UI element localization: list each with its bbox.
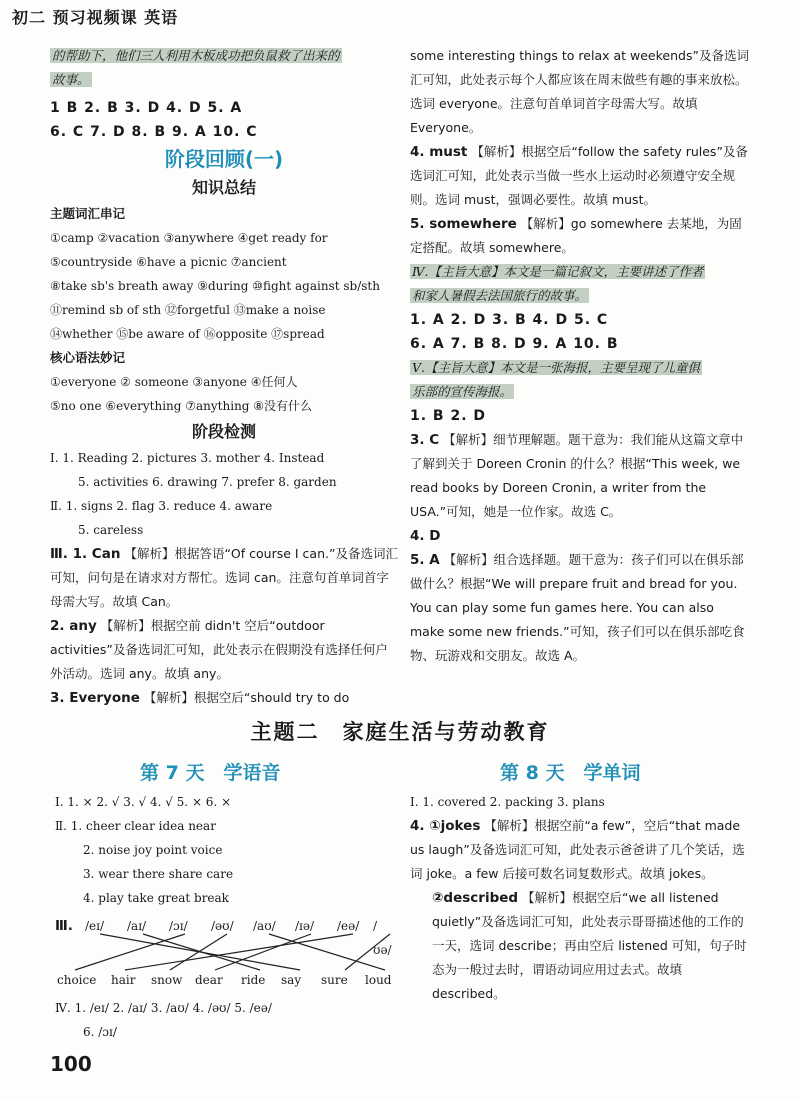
intro-line-1: 的帮助下，他们三人利用木板成功把负鼠救了出来的 [52,48,340,63]
matching-lines [55,910,400,990]
grammar-line: ⑤no one ⑥everything ⑦anything ⑧没有什么 [50,399,313,413]
vocab-line: ⑭whether ⑮be aware of ⑯opposite ⑰spread [50,327,325,341]
q3-1 [50,542,398,614]
ipa-item: /ɔɪ/ [169,919,188,933]
day7-row: 4. play take great break [83,891,229,905]
review-title: 阶段回顾(一) [164,147,284,171]
q4 [410,140,752,212]
knowledge-title: 知识总结 [191,178,256,197]
grammar-line: ①everyone ② someone ③anyone ④任何人 [50,375,298,389]
word-item: loud [365,973,392,987]
v3 [410,428,752,524]
day8-q4-analysis: 【解析】根据空前“a few”，空后“that made us laugh”及备选词汇可知，此处表示爸爸讲了几个笑话，选词 joke。a few 后接可数名词复数形式。故填 jokes。 [410,818,745,881]
word-item: snow [151,973,183,987]
iv-main-line: Ⅳ.【主旨大意】本文是一篇记叙文，主要讲述了作者 [412,264,704,279]
v5 [410,548,752,668]
q3-3-answer: 3. Everyone [50,690,140,706]
test-line: Ⅱ. 1. signs 2. flag 3. reduce 4. aware [50,499,273,513]
grammar-label: 核心语法妙记 [50,350,126,365]
q3-3 [50,686,398,710]
test-line: 5. activities 6. drawing 7. prefer 8. garden [78,475,337,489]
v4-answer: 4. D [410,528,441,544]
day7-row: 3. wear there share care [83,867,234,881]
ipa-item: /aɪ/ [127,919,147,933]
word-item: say [281,973,302,987]
intro-line-2: 故事。 [52,72,90,87]
page-header [0,0,800,34]
q4-analysis: 【解析】根据空后“follow the safety rules”及备选词汇可知，此处表示当做一些水上运动时必须遵守安全规则。选词 must，强调必要性。故填 must。 [410,144,748,207]
page-number: 100 [50,1052,92,1076]
test-line: Ⅰ. 1. Reading 2. pictures 3. mother 4. Instead [50,451,325,465]
iv-main-line: 和家人暑假去法国旅行的故事。 [412,288,588,303]
ipa-item: /aʊ/ [253,919,276,933]
q5 [410,212,752,260]
word-item: ride [241,973,266,987]
word-item: dear [195,973,223,987]
v-main-line: Ⅴ.【主旨大意】本文是一张海报，主要呈现了儿童俱 [412,360,701,375]
q3-2-answer: 2. any [50,618,97,634]
q5-analysis: 【解析】go somewhere 去某地，为固定搭配。故填 somewhere。 [410,216,742,255]
day8-content [410,790,752,1006]
day8-line1: Ⅰ. 1. covered 2. packing 3. plans [410,795,605,809]
answers-a: 1 B 2. B 3. D 4. D 5. A [50,100,243,116]
header-title: 初二 预习视频课 英语 [12,8,179,27]
test-answers [50,446,398,542]
ipa-matching [55,910,395,990]
q3-3-continued: some interesting things to relax at weekends”及备选词汇可知，此处表示每个人都应该在周末做些有趣的事来放松。选词 everyone。注意句首单词首字母需大写。故填 Everyone。 [410,48,749,135]
word-item: choice [57,973,97,987]
day8-q4b-analysis: 【解析】根据空后“we all listened quietly”及备选词汇可知，此处表示哥哥描述他的工作的一天，选词 describe；再由空后 listened 可知，句子时态为一般过去时，谓语动词应用过去式。故填 described。 [432,890,747,1001]
v-main-idea [410,356,752,404]
q3-3-analysis: 【解析】根据空后“should try to do [143,690,350,705]
q3-2-analysis: 【解析】根据空前 didn't 空后“outdoor activities”及备选词汇可知，此处表示在假期没有选择任何户外活动。选词 any。故填 any。 [50,618,388,681]
vocab-list [50,226,398,346]
vocab-label: 主题词汇串记 [50,206,126,221]
q3-1-answer: Ⅲ. 1. Can [50,546,121,562]
left-column [50,40,398,710]
test-title: 阶段检测 [191,422,256,441]
ipa-item: /eɪ/ [85,919,105,933]
test-line: 5. careless [78,523,144,537]
q4-answer: 4. must [410,144,468,160]
day8-q4-answer: 4. ①jokes [410,818,481,834]
ipa-item: /əʊ/ [211,919,234,933]
ipa-item: /eə/ [337,919,360,933]
vocab-line: ⑪remind sb of sth ⑫forgetful ⑬make a noise [50,303,326,317]
v3-analysis: 【解析】细节理解题。题干意为：我们能从这篇文章中了解到关于 Doreen Cronin 的什么？根据“This week, we read books by Doreen Cronin, a writer from the USA.”可知，她是一位作家。故选 C。 [410,432,744,519]
theme-title: 主题二 家庭生活与劳动教育 [250,720,550,744]
day7-content [55,790,395,1044]
answers-b: 6. C 7. D 8. B 9. A 10. C [50,124,258,140]
day8-q4 [410,814,752,886]
ipa-item: /ɪə/ [295,919,315,933]
day8-q4b [410,886,752,1006]
intro-highlight [50,44,398,92]
day8-title: 第 8 天 学单词 [500,762,641,784]
day7-iv-line2: 6. /ɔɪ/ [83,1025,117,1039]
grammar-list [50,370,398,418]
word-item: sure [321,973,348,987]
day7-title: 第 7 天 学语音 [140,762,281,784]
iv-main-idea [410,260,752,308]
q5-answer: 5. somewhere [410,216,517,232]
right-column [410,40,752,668]
day7-iv-line1: Ⅳ. 1. /eɪ/ 2. /aɪ/ 3. /aʊ/ 4. /əʊ/ 5. /eə/ [55,1001,272,1015]
word-item: hair [111,973,136,987]
day7-row: 2. noise joy point voice [83,843,223,857]
day8-q4b-answer: ②described [432,890,519,906]
day7-line2: Ⅱ. 1. cheer clear idea near [55,819,216,833]
q3-2 [50,614,398,686]
vocab-line: ⑤countryside ⑥have a picnic ⑦ancient [50,255,287,269]
iv-answers-a: 1. A 2. D 3. B 4. D 5. C [410,312,609,328]
v5-answer: 5. A [410,552,440,568]
q3-1-analysis: 【解析】根据答语“Of course I can.”及备选词汇可知，问句是在请求对方帮忙。选词 can。注意句首单词首字母需大写。故填 Can。 [50,546,398,609]
day7-line1: Ⅰ. 1. × 2. √ 3. √ 4. √ 5. × 6. × [55,795,232,809]
v-answers: 1. B 2. D [410,408,487,424]
ipa-item: /ʊə/ [373,919,392,957]
v5-analysis: 【解析】组合选择题。题干意为：孩子们可以在俱乐部做什么？根据“We will prepare fruit and bread for you. You can play some fun games here. You can also make some new friends.”可知，孩子们可以在俱乐部吃食物、玩游戏和交朋友。故选 A。 [410,552,745,663]
vocab-line: ⑧take sb's breath away ⑨during ⑩fight against sb/sth [50,279,380,293]
v-main-line: 乐部的宣传海报。 [412,384,513,399]
vocab-line: ①camp ②vacation ③anywhere ④get ready for [50,231,328,245]
iv-answers-b: 6. A 7. B 8. D 9. A 10. B [410,336,619,352]
v3-answer: 3. C [410,432,440,448]
ipa-label: Ⅲ. [55,918,73,934]
